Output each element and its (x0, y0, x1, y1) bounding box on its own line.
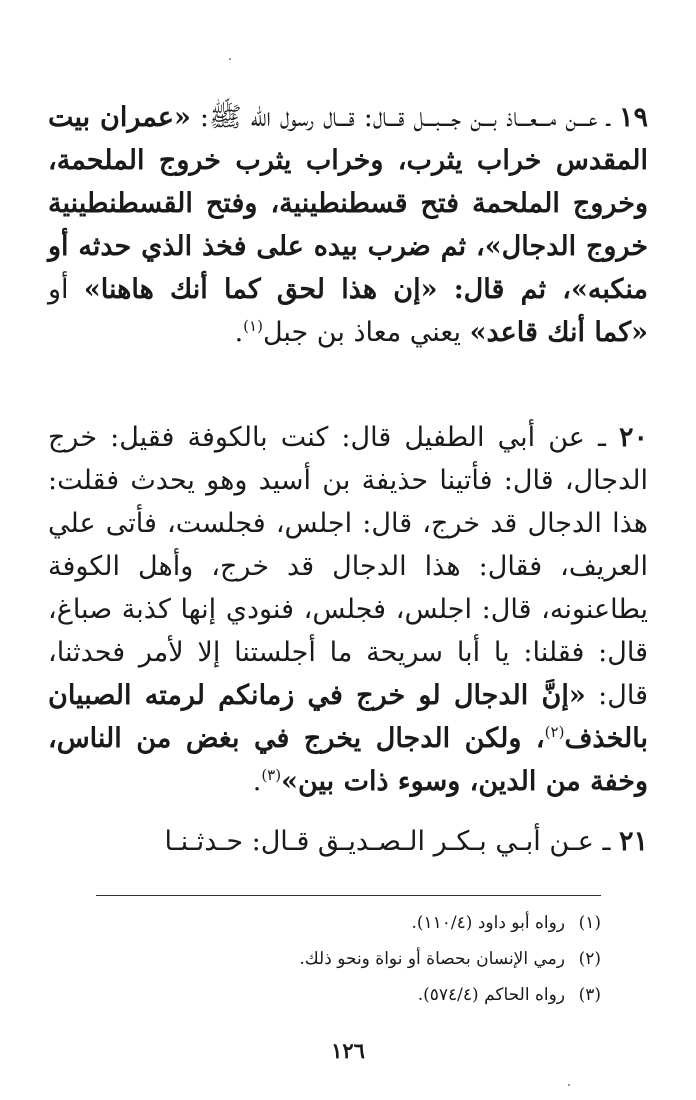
footnote-item (81, 905, 601, 941)
hadith-text-bold: ، ثم ضرب بيده على فخذ الذي حدثه أو منكبه»، ثم قال: (48, 231, 648, 305)
hadith-text: ـ عن أبي الطفيل قال: كنت بالكوفة فقيل: خرج الدجال، قال: فأتينا حذيفة بن أسيد وهو يحدث فقلت: هذا الدجال قد خرج، قال: اجلس، فجلست، فأتى علي العريف، فقال: هذا الدجال قد خرج، وأهل الكوفة يطاعنونه، قال: اجلس، فجلس، فنودي إنها كذبة صباغ، قال: فقلنا: يا أبا سريحة ما أجلستنا إلا لأمر فحدثنا، قال: (48, 422, 648, 711)
hadith-text: يعني معاذ بن جبل (262, 317, 470, 348)
hadith-quote: ، ولكن الدجال يخرج في بغض من الناس، وخفة من الدين، وسوء ذات بين» (48, 723, 648, 797)
hadith-number: ٢١ (618, 826, 648, 857)
hadith-number: ٢٠ (618, 422, 648, 453)
hadith-number: ١٩ (618, 102, 648, 133)
footnote-text: رمي الإنسان بحصاة أو نواة ونحو ذلك. (299, 949, 565, 969)
footnote-divider (96, 895, 601, 896)
footnote-ref[interactable]: (٢) (544, 723, 565, 741)
speck (568, 1084, 570, 1086)
page-number: ١٢٦ (331, 1038, 365, 1063)
footnote-text: رواه أبو داود (١١٠/٤). (411, 913, 565, 933)
footnote-ref[interactable]: (١) (243, 317, 263, 335)
hadith-text: أو (48, 274, 84, 305)
hadith-quote: «كما أنك قاعد» (469, 317, 648, 348)
hadith-quote: «عمران بيت المقدس خراب يثرب، وخراب يثرب خروج الملحمة، وخروج الملحمة فتح قسطنطينية، وفتح القسطنطينية خروج الدجال» (48, 102, 649, 262)
hadith-21 (48, 820, 648, 863)
hadith-quote: «إن هذا لحق كما أنك هاهنا» (83, 274, 438, 305)
footnote-number: (١) (578, 913, 601, 933)
footnote-item (81, 977, 601, 1013)
hadith-19 (48, 96, 648, 354)
footnote-item (81, 941, 601, 977)
hadith-text: ـ عـن أبـي بـكـر الـصـديـق قـال: حـدثـنـا (164, 826, 619, 857)
footnote-number: (٢) (578, 949, 601, 969)
footnote-number: (٣) (578, 985, 601, 1005)
hadith-20 (48, 416, 648, 803)
footnote-ref[interactable]: (٣) (261, 766, 282, 784)
hadith-text: . (252, 766, 262, 797)
hadith-quote: «إنَّ الدجال لو خرج في زمانكم لرمته الصبيان بالخذف (48, 680, 648, 754)
hadith-text: ـ عـــن مـــعـــاذ بـــن جـــبـــل قـــال: قـــال رسول الله ﷺ: (190, 102, 619, 133)
footnote-text: رواه الحاكم (٥٧٤/٤). (417, 985, 565, 1005)
footnotes (81, 905, 601, 1013)
hadith-text: . (234, 317, 244, 348)
speck (229, 58, 231, 60)
